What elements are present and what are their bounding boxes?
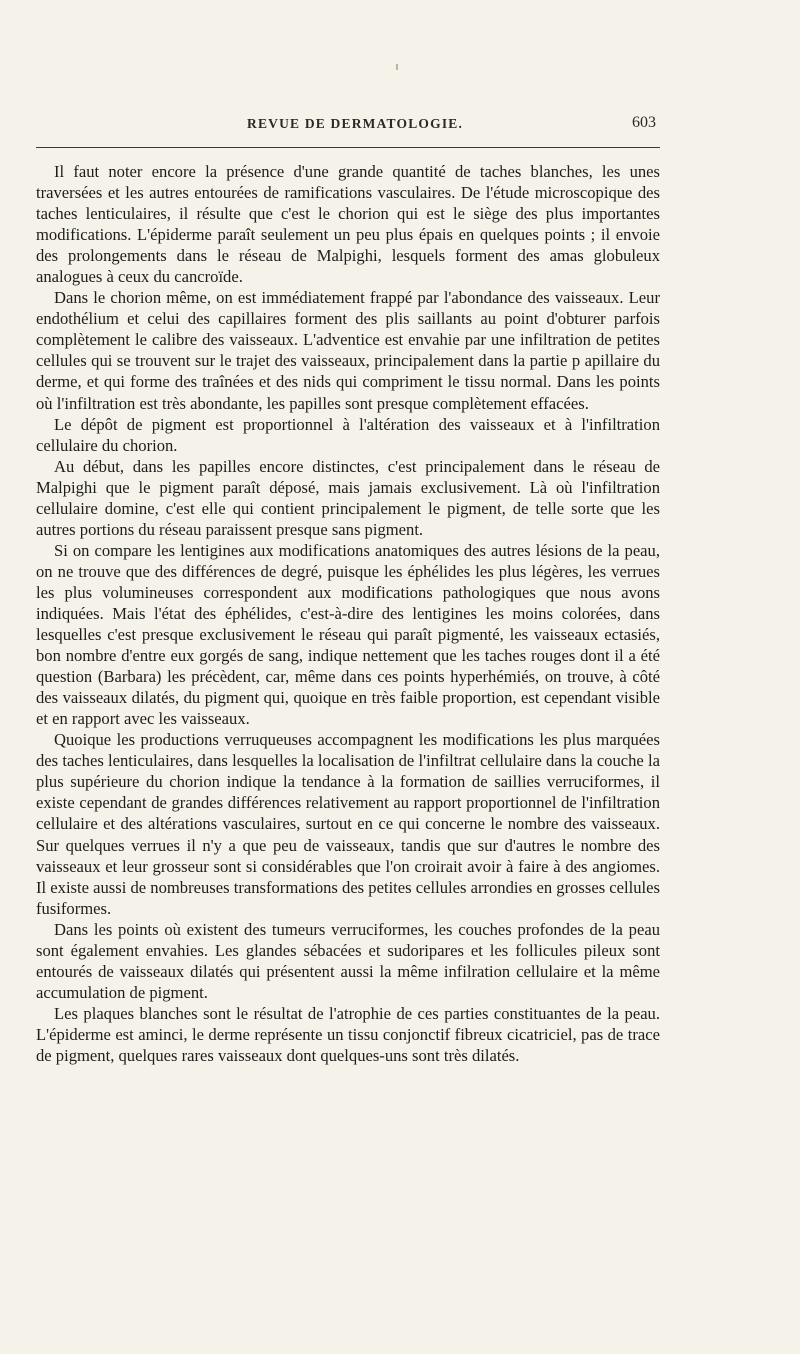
paragraph: Si on compare les lentigines aux modifications anatomiques des autres lésions de la peau, on ne trouve que des différences de degré, puisque les éphélides les plus légères, les verrues les plus volumineuses correspondent aux modifications pathologiques que nous avons indiquées. Mais l'état des éphélides, c'est-à-dire des lentigines les moins colorées, dans lesquelles c'est presque exclusivement le réseau qui paraît pigmenté, les vaisseaux ectasiés, bon nombre d'entre eux gorgés de sang, indique nettement que les taches rouges dont il a été question (Barbara) les précèdent, car, même dans ces points hyperhémiés, on trouve, à côté des vaisseaux dilatés, du pigment qui, quoique en très faible proportion, est cependant visible et en rapport avec les vaisseaux. <box>36 540 660 729</box>
paragraph: Dans le chorion même, on est immédiatement frappé par l'abondance des vaisseaux. Leur endothélium et celui des capillaires forment des plis saillants au point d'obturer parfois complètement le calibre des vaisseaux. L'adventice est envahie par une infiltration de petites cellules qui se trouvent sur le trajet des vaisseaux, principalement dans la partie p apillaire du derme, et qui forme des traînées et des nids qui compriment le tissu normal. Dans les points où l'infiltration est très abondante, les papilles sont presque complètement effacées. <box>36 288 660 413</box>
paragraph: Les plaques blanches sont le résultat de l'atrophie de ces parties constituantes de la peau. L'épiderme est aminci, le derme représente un tissu conjonctif fibreux cicatriciel, pas de trace de pigment, quelques rares vaisseaux dont quelques-uns sont très dilatés. <box>36 1003 660 1065</box>
paragraph: Quoique les productions verruqueuses accompagnent les modifications les plus marquées des taches lenticulaires, dans lesquelles la localisation de l'infiltrat cellulaire dans la couche la plus supérieure du chorion indique la tendance à la formation de saillies verruciformes, il existe cependant de grandes différences relativement au rapport proportionnel de l'infiltration cellulaire et des altérations vasculaires, surtout en ce qui concerne le nombre des vaisseaux. Sur quelques verrues il n'y a que peu de vaisseaux, tandis que sur d'autres le nombre des vaisseaux et leur grosseur sont si considérables que l'on croirait avoir à faire à des angiomes. Il existe aussi de nombreuses transformations des petites cellules arrondies en grosses cellules fusiformes. <box>36 730 660 918</box>
running-title: REVUE DE DERMATOLOGIE. <box>247 116 464 131</box>
paragraph: Au début, dans les papilles encore distinctes, c'est principalement dans le réseau de Malpighi que le pigment paraît déposé, mais jamais exclusivement. Là où l'infiltration cellulaire domine, c'est elle qui contient principalement le pigment, de telle sorte que les autres portions du réseau paraissent presque sans pigment. <box>36 456 660 539</box>
header-rule <box>36 147 660 148</box>
paragraph: Le dépôt de pigment est proportionnel à l'altération des vaisseaux et à l'infiltration cellulaire du chorion. <box>36 414 660 455</box>
paper-speck <box>396 64 398 70</box>
paragraph: Il faut noter encore la présence d'une grande quantité de taches blanches, les unes traversées et les autres entourées de ramifications vasculaires. De l'étude microscopique des taches lenticulaires, il résulte que c'est le chorion qui est le siège des plus importantes modifications. L'épiderme paraît seulement un peu plus épais en quelques points ; il envoie des prolongements dans le réseau de Malpighi, lesquels forment des amas globuleux analogues à ceux du cancroïde. <box>36 162 660 287</box>
paragraph: Dans les points où existent des tumeurs verruciformes, les couches profondes de la peau sont également envahies. Les glandes sébacées et sudoripares et les follicules pileux sont entourés de vaisseaux dilatés qui présentent aussi la même infilration cellulaire et la même accumulation de pigment. <box>36 919 660 1002</box>
page-number: 603 <box>632 114 656 131</box>
page-header <box>36 114 660 136</box>
journal-page <box>36 0 660 1354</box>
article-body <box>36 161 660 1066</box>
